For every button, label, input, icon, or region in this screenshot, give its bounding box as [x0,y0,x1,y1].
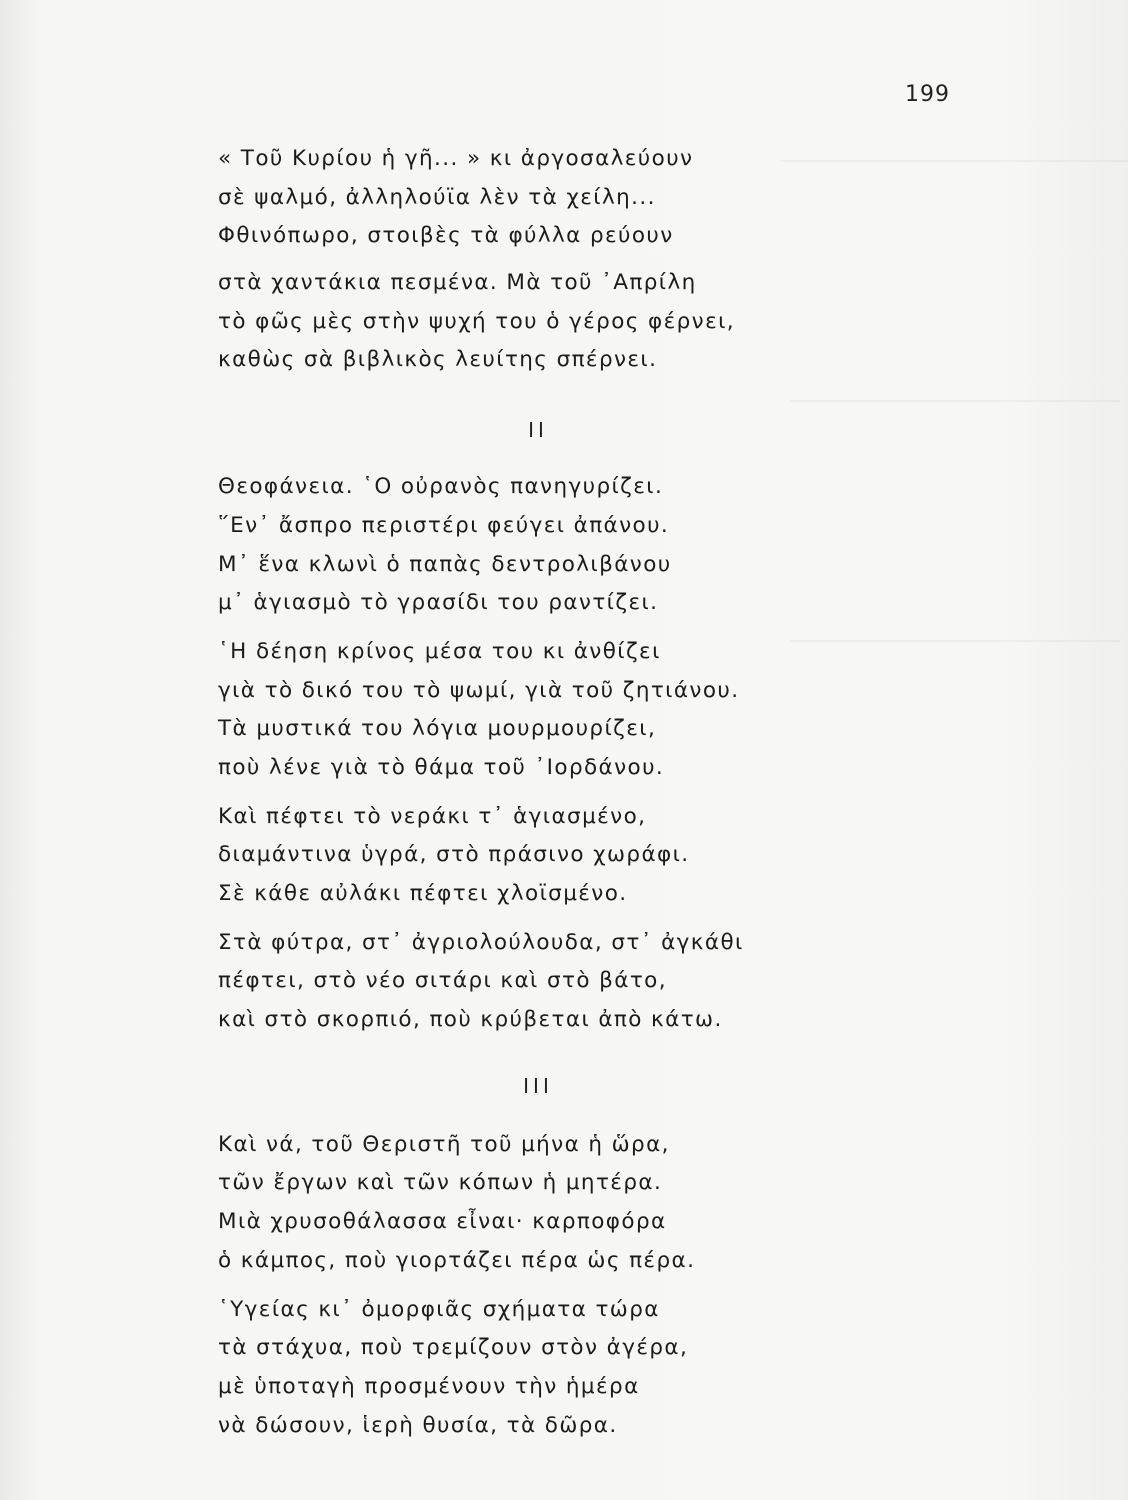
poem-line: Καὶ νά, τοῦ Θεριστῆ τοῦ μήνα ἡ ὥρα, [218,1131,670,1157]
poem-line: ποὺ λένε γιὰ τὸ θάμα τοῦ ᾿Ιορδάνου. [218,754,665,780]
poem-line: μ᾿ ἁγιασμὸ τὸ γρασίδι του ραντίζει. [218,590,659,616]
poem-line: Τὰ μυστικά του λόγια μουρμουρίζει, [218,716,657,742]
poem-line: ῾Η δέηση κρίνος μέσα του κι ἀνθίζει [218,638,661,664]
poem-line: « Τοῦ Κυρίου ἡ γῆ... » κι ἀργοσαλεύουν [218,146,694,171]
stanza [218,264,858,380]
stanza [218,468,858,623]
poem-line: καθὼς σὰ βιβλικὸς λευίτης σπέρνει. [218,347,658,373]
stanza [218,924,858,1040]
poem-line: Φθινόπωρο, στοιβὲς τὰ φύλλα ρεύουν [218,223,674,249]
poem-line: Καὶ πέφτει τὸ νεράκι τ᾿ ἁγιασμένο, [218,803,647,829]
poem-line: ῞Εν᾿ ἄσπρο περιστέρι φεύγει ἀπάνου. [218,512,670,538]
stanza [218,1126,858,1281]
poem-line: τῶν ἔργων καὶ τῶν κόπων ἡ μητέρα. [218,1170,663,1196]
poem-line: ὁ κάμπος, ποὺ γιορτάζει πέρα ὡς πέρα. [218,1247,696,1273]
poem-line: νὰ δώσουν, ἱερὴ θυσία, τὰ δῶρα. [218,1412,618,1438]
poem-line: σὲ ψαλμό, ἀλληλούϊα λὲν τὰ χείλη... [218,184,656,210]
poem-line: ῾Υγείας κι᾿ ὀμορφιᾶς σχήματα τώρα [218,1296,660,1322]
stanza [218,633,858,788]
stanza [218,798,858,914]
poem-line: Σὲ κάθε αὐλάκι πέφτει χλοϊσμένο. [218,881,628,906]
poem-line: Θεοφάνεια. ῾Ο οὐρανὸς πανηγυρίζει. [218,474,664,500]
stanza [218,140,858,256]
section-heading-ii: II [528,418,548,443]
page-number: 199 [905,82,950,107]
poem-line: καὶ στὸ σκορπιό, ποὺ κρύβεται ἀπὸ κάτω. [218,1007,723,1033]
poem-line: πέφτει, στὸ νέο σιτάρι καὶ στὸ βάτο, [218,968,667,994]
poem-line: διαμάντινα ὑγρά, στὸ πράσινο χωράφι. [218,842,690,868]
poem-body [218,140,858,1445]
poem-line: Μιὰ χρυσοθάλασσα εἶναι· καρποφόρα [218,1209,667,1235]
poem-line: Στὰ φύτρα, στ᾿ ἀγριολούλουδα, στ᾿ ἀγκάθι [218,929,744,955]
poem-line: μὲ ὑποταγὴ προσμένουν τὴν ἡμέρα [218,1373,640,1399]
poem-line: γιὰ τὸ δικό του τὸ ψωμί, γιὰ τοῦ ζητιάνου. [218,677,740,703]
poem-line: τὰ στάχυα, ποὺ τρεμίζουν στὸν ἀγέρα, [218,1335,689,1361]
stanza [218,1291,858,1446]
poem-line: Μ᾿ ἕνα κλωνὶ ὁ παπὰς δεντρολιβάνου [218,551,672,577]
poem-line: στὰ χαντάκια πεσμένα. Μὰ τοῦ ᾿Απρίλη [218,270,697,296]
poem-line: τὸ φῶς μὲς στὴν ψυχή του ὁ γέρος φέρνει, [218,308,736,334]
section-heading-iii: III [523,1073,553,1098]
